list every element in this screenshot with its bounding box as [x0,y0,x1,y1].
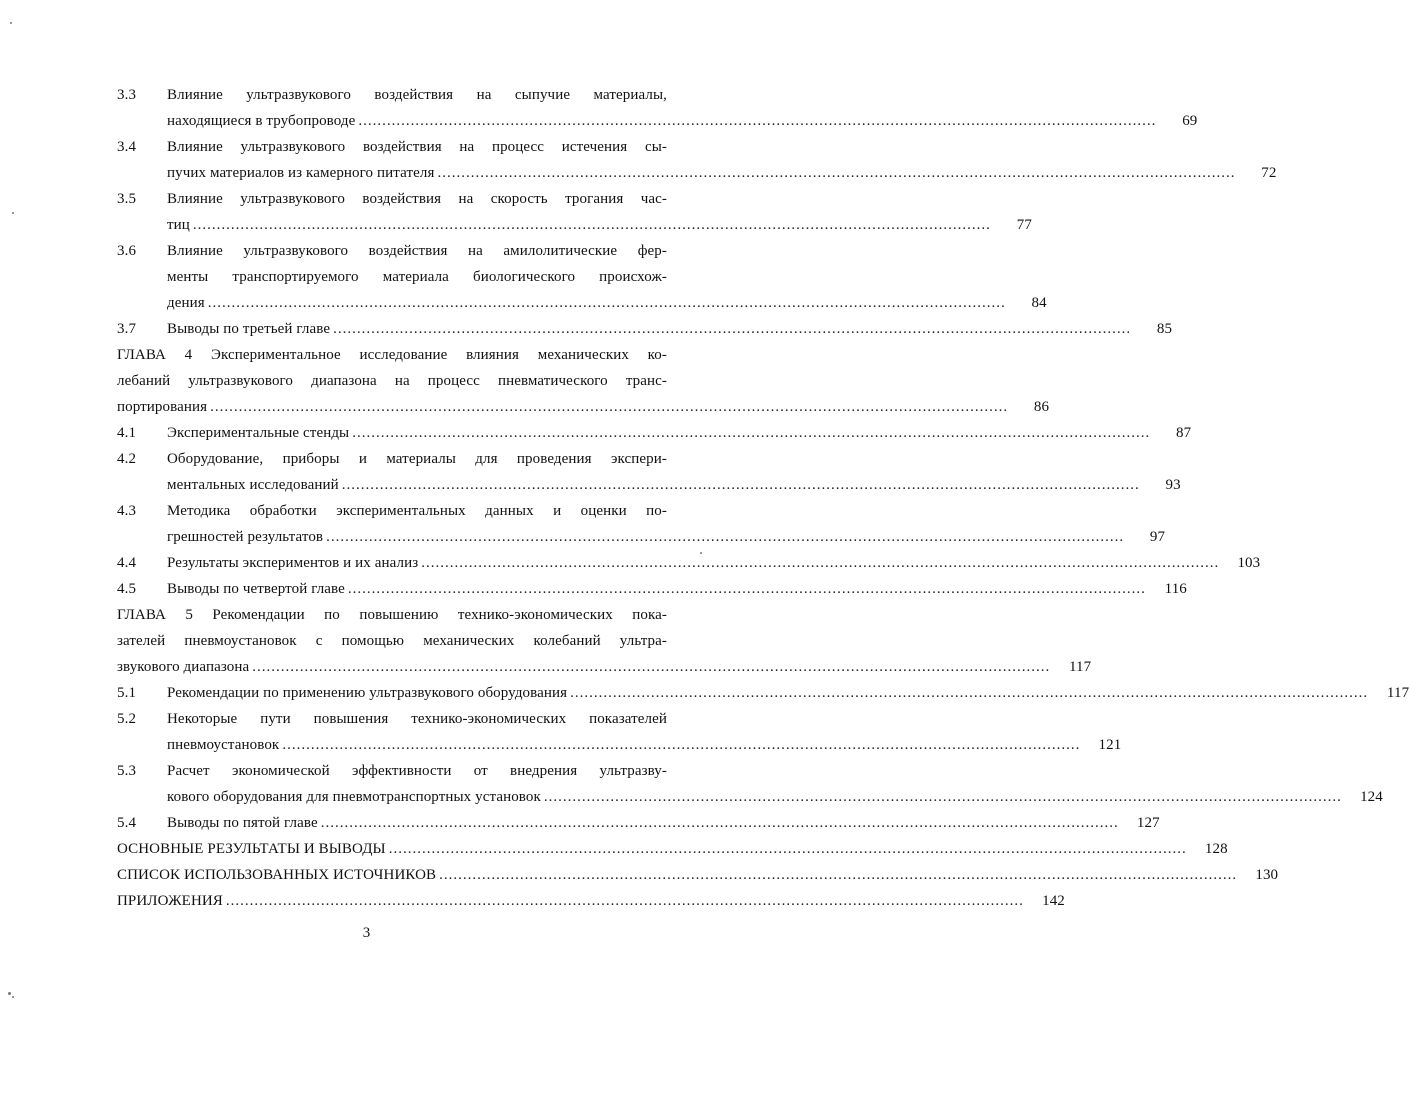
dot-leader: ........................................................................................................................................................................ [570,685,1369,701]
toc-line [117,758,667,784]
dot-leader: ........................................................................................................................................................................ [210,399,1009,415]
dot-leader: ........................................................................................................................................................................ [352,425,1151,441]
toc-entry-last-line [117,108,1198,134]
toc-leader-row [167,212,1032,238]
toc-page-number: 124 [1360,789,1383,805]
toc-leader-row [167,680,1409,706]
dot-leader: ........................................................................................................................................................................ [358,113,1157,129]
toc-page-number: 127 [1136,815,1160,831]
toc-leader-row [117,394,1050,420]
toc-leader-row [167,472,1181,498]
toc-entry-last-line [117,784,1383,810]
toc-entry-last-line [117,472,1181,498]
toc-entry-last-line [117,654,1092,680]
dot-leader: ........................................................................................................................................................................ [282,737,1081,753]
toc-page-number: 87 [1176,425,1192,441]
toc-entry-last-line [117,576,1187,602]
toc-text: Методика обработки экспериментальных данных и оценки по- [167,503,667,519]
toc-page-number: 97 [1149,529,1166,545]
toc-line [117,82,667,108]
toc-entry-last-line [117,836,1228,862]
toc-page-number: 85 [1156,321,1173,337]
toc-entry-last-line [117,524,1166,550]
toc-entry-last-line [117,810,1160,836]
toc-text: лебаний ультразвукового диапазона на процесс пневматического транс- [117,373,667,389]
toc-text: кового оборудования для пневмотранспортных установок [167,789,541,805]
toc-page-number: 130 [1255,867,1279,883]
toc-page-number: 117 [1386,685,1409,701]
toc-entry-last-line [117,550,1261,576]
dot-leader: ........................................................................................................................................................................ [347,581,1146,597]
toc-number: 5.2 [117,711,137,727]
toc-page-number: 103 [1237,555,1261,571]
toc-text: Выводы по третьей главе [167,321,331,337]
scan-speck [700,552,702,554]
toc-line [117,602,667,628]
toc-text: ГЛАВА 4 Экспериментальное исследование влияния механических ко- [117,347,667,363]
toc-leader-row [167,576,1187,602]
toc-text: тиц [167,217,190,233]
toc-leader-row [117,862,1279,888]
toc-entry-last-line [117,862,1279,888]
toc-leader-row [167,316,1173,342]
toc-entry-last-line [117,680,1409,706]
toc-leader-row [167,784,1383,810]
toc-number: 4.2 [117,451,137,467]
dot-leader: ........................................................................................................................................................................ [421,555,1220,571]
toc-number: 5.1 [117,685,137,701]
dot-leader: ........................................................................................................................................................................ [333,321,1132,337]
toc-page-number: 84 [1031,295,1047,311]
toc-line [117,446,667,472]
toc-page-number: 69 [1182,113,1198,129]
toc-line [117,238,667,264]
toc-text: Расчет экономической эффективности от внедрения ультразву- [167,763,667,779]
toc-text: менты транспортируемого материала биологического происхож- [167,269,667,285]
toc-line [117,628,667,654]
toc-text: портирования [117,399,208,415]
toc-entry-last-line [117,420,1192,446]
toc-page-number: 72 [1261,165,1277,181]
toc-leader-row [167,810,1160,836]
toc-line [117,186,667,212]
toc-number: 5.3 [117,763,137,779]
toc-text: Некоторые пути повышения технико-экономических показателей [167,711,667,727]
toc-page-number: 86 [1033,399,1050,415]
toc-line [117,498,667,524]
toc-leader-row [167,732,1122,758]
dot-leader: ........................................................................................................................................................................ [388,841,1187,857]
toc-text: ГЛАВА 5 Рекомендации по повышению технико-экономических пока- [117,607,667,623]
dot-leader: ........................................................................................................................................................................ [225,893,1024,909]
toc-text: грешностей результатов [167,529,324,545]
toc-leader-row [117,654,1092,680]
toc-page-number: 142 [1042,893,1065,909]
toc-text: Влияние ультразвукового воздействия на амилолитические фер- [167,243,667,259]
scan-speck [8,992,11,995]
toc-text: Оборудование, приборы и материалы для проведения экспери- [167,451,667,467]
toc-page-number: 128 [1204,841,1228,857]
toc-text: Результаты экспериментов и их анализ [167,555,419,571]
toc-page-number: 77 [1016,217,1032,233]
dot-leader: ........................................................................................................................................................................ [326,529,1125,545]
toc-number: 5.4 [117,815,137,831]
toc-text: Влияние ультразвукового воздействия на процесс истечения сы- [167,139,667,155]
toc-leader-row [167,290,1047,316]
toc-entry-last-line [117,888,1065,914]
toc-entry-last-line [117,316,1173,342]
toc-leader-row [167,108,1198,134]
toc-text: СПИСОК ИСПОЛЬЗОВАННЫХ ИСТОЧНИКОВ [117,867,437,883]
toc-entry-last-line [117,394,1050,420]
table-of-contents [117,82,1409,914]
toc-text: пневмоустановок [167,737,280,753]
toc-entry-last-line [117,212,1032,238]
toc-leader-row [167,524,1166,550]
dot-leader: ........................................................................................................................................................................ [192,217,991,233]
toc-line [117,134,667,160]
toc-text: Выводы по пятой главе [167,815,318,831]
toc-text: Рекомендации по применению ультразвукового оборудования [167,685,568,701]
dot-leader: ........................................................................................................................................................................ [207,295,1006,311]
toc-entry-last-line [117,290,1047,316]
scan-speck [12,996,14,998]
toc-text: пучих материалов из камерного питателя [167,165,435,181]
toc-line [117,264,667,290]
toc-number: 4.1 [117,425,137,441]
toc-entry-last-line [117,160,1277,186]
toc-number: 3.5 [117,191,137,207]
toc-line [117,368,667,394]
scan-speck [10,22,12,24]
toc-text: Влияние ультразвукового воздействия на сыпучие материалы, [167,87,667,103]
toc-number: 3.4 [117,139,137,155]
toc-text: ментальных исследований [167,477,339,493]
toc-leader-row [117,836,1228,862]
toc-text: зателей пневмоустановок с помощью механических колебаний ультра- [117,633,667,649]
toc-number: 4.3 [117,503,137,519]
toc-number: 3.6 [117,243,137,259]
toc-page-number: 117 [1069,659,1092,675]
toc-leader-row [117,888,1065,914]
toc-page-number: 93 [1165,477,1181,493]
toc-leader-row [167,160,1277,186]
toc-number: 4.5 [117,581,137,597]
dot-leader: ........................................................................................................................................................................ [341,477,1140,493]
scan-speck [12,212,14,214]
toc-entry-last-line [117,732,1122,758]
toc-text: ОСНОВНЫЕ РЕЗУЛЬТАТЫ И ВЫВОДЫ [117,841,386,857]
toc-text: Влияние ультразвукового воздействия на скорость трогания час- [167,191,667,207]
toc-text: ПРИЛОЖЕНИЯ [117,893,223,909]
toc-page-number: 121 [1098,737,1122,753]
page-number: 3 [362,925,371,941]
dot-leader: ........................................................................................................................................................................ [437,165,1236,181]
toc-text: звукового диапазона [117,659,250,675]
dot-leader: ........................................................................................................................................................................ [439,867,1238,883]
dot-leader: ........................................................................................................................................................................ [543,789,1342,805]
dot-leader: ........................................................................................................................................................................ [320,815,1119,831]
toc-leader-row [167,420,1192,446]
toc-line [117,342,667,368]
toc-text: Выводы по четвертой главе [167,581,345,597]
toc-number: 3.3 [117,87,137,103]
toc-text: Экспериментальные стенды [167,425,350,441]
toc-page-number: 116 [1164,581,1187,597]
toc-number: 3.7 [117,321,137,337]
toc-text: дения [167,295,205,311]
toc-number: 4.4 [117,555,137,571]
toc-text: находящиеся в трубопроводе [167,113,356,129]
toc-line [117,706,667,732]
dot-leader: ........................................................................................................................................................................ [252,659,1051,675]
toc-leader-row [167,550,1261,576]
